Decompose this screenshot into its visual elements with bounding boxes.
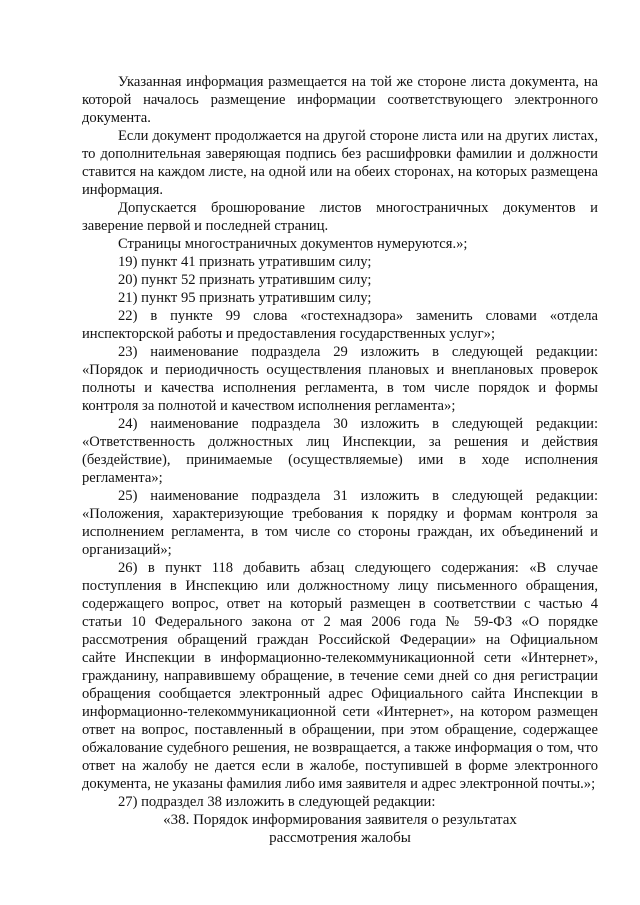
section-heading-line1: «38. Порядок информирования заявителя о результатах: [163, 812, 517, 828]
list-item: 26) в пункт 118 добавить абзац следующего содержания: «В случае поступления в Инспекцию или должностному лицу письменного обращения, содержащего вопрос, ответ на который размещен в соответствии с частью 4 статьи 10 Федерального закона от 2 мая 2006 года № 59-ФЗ «О порядке рассмотрения обращений граждан Российской Федерации» на Официальном сайте Инспекции в информационно-телекоммуникационной сети «Интернет», гражданину, направившему обращение, в течение семи дней со дня регистрации обращения сообщается электронный адрес Официального сайта Инспекции в информационно-телекоммуникационной сети «Интернет», на котором размещен ответ на вопрос, поставленный в обращении, при этом обращение, содержащее обжалование судебного решения, не возвращается, а также информация о том, что ответ на жалобу не дается если в жалобе, поступившей в форме электронного документа, не указаны фамилия либо имя заявителя и адрес электронной почты.»;: [82, 560, 598, 792]
list-item: 27) подраздел 38 изложить в следующей редакции:: [118, 794, 436, 810]
list-item: 23) наименование подраздела 29 изложить в следующей редакции: «Порядок и периодичность осуществления плановых и внеплановых проверок полноты и качества исполнения регламента, в том числе порядок и формы контроля за полнотой и качеством исполнения регламента»;: [82, 344, 598, 414]
document-body: [82, 73, 598, 847]
paragraph: Допускается брошюрование листов многостраничных документов и заверение первой и последней страниц.: [82, 200, 598, 234]
paragraph: Если документ продолжается на другой стороне листа или на других листах, то дополнительная заверяющая подпись без расшифровки фамилии и должности ставится на каждом листе, на одной или на обеих сторонах, на которых размещена информация.: [82, 128, 598, 198]
list-item: 25) наименование подраздела 31 изложить в следующей редакции: «Положения, характеризующие требования к порядку и формам контроля за исполнением регламента, в том числе со стороны граждан, их объединений и организаций»;: [82, 488, 598, 558]
list-item: 22) в пункте 99 слова «гостехнадзора» заменить словами «отдела инспекторской работы и предоставления государственных услуг»;: [82, 308, 598, 342]
list-item: 19) пункт 41 признать утратившим силу;: [118, 254, 372, 270]
paragraph: Страницы многостраничных документов нумеруются.»;: [118, 236, 468, 252]
section-heading-line2: рассмотрения жалобы: [269, 830, 411, 846]
list-item: 21) пункт 95 признать утратившим силу;: [118, 290, 372, 306]
list-item: 20) пункт 52 признать утратившим силу;: [118, 272, 372, 288]
paragraph: Указанная информация размещается на той же стороне листа документа, на которой началось размещение информации соответствующего электронного документа.: [82, 74, 598, 126]
list-item: 24) наименование подраздела 30 изложить в следующей редакции: «Ответственность должностных лиц Инспекции, за решения и действия (бездействие), принимаемые (осуществляемые) ими в ходе исполнения регламента»;: [82, 416, 598, 486]
